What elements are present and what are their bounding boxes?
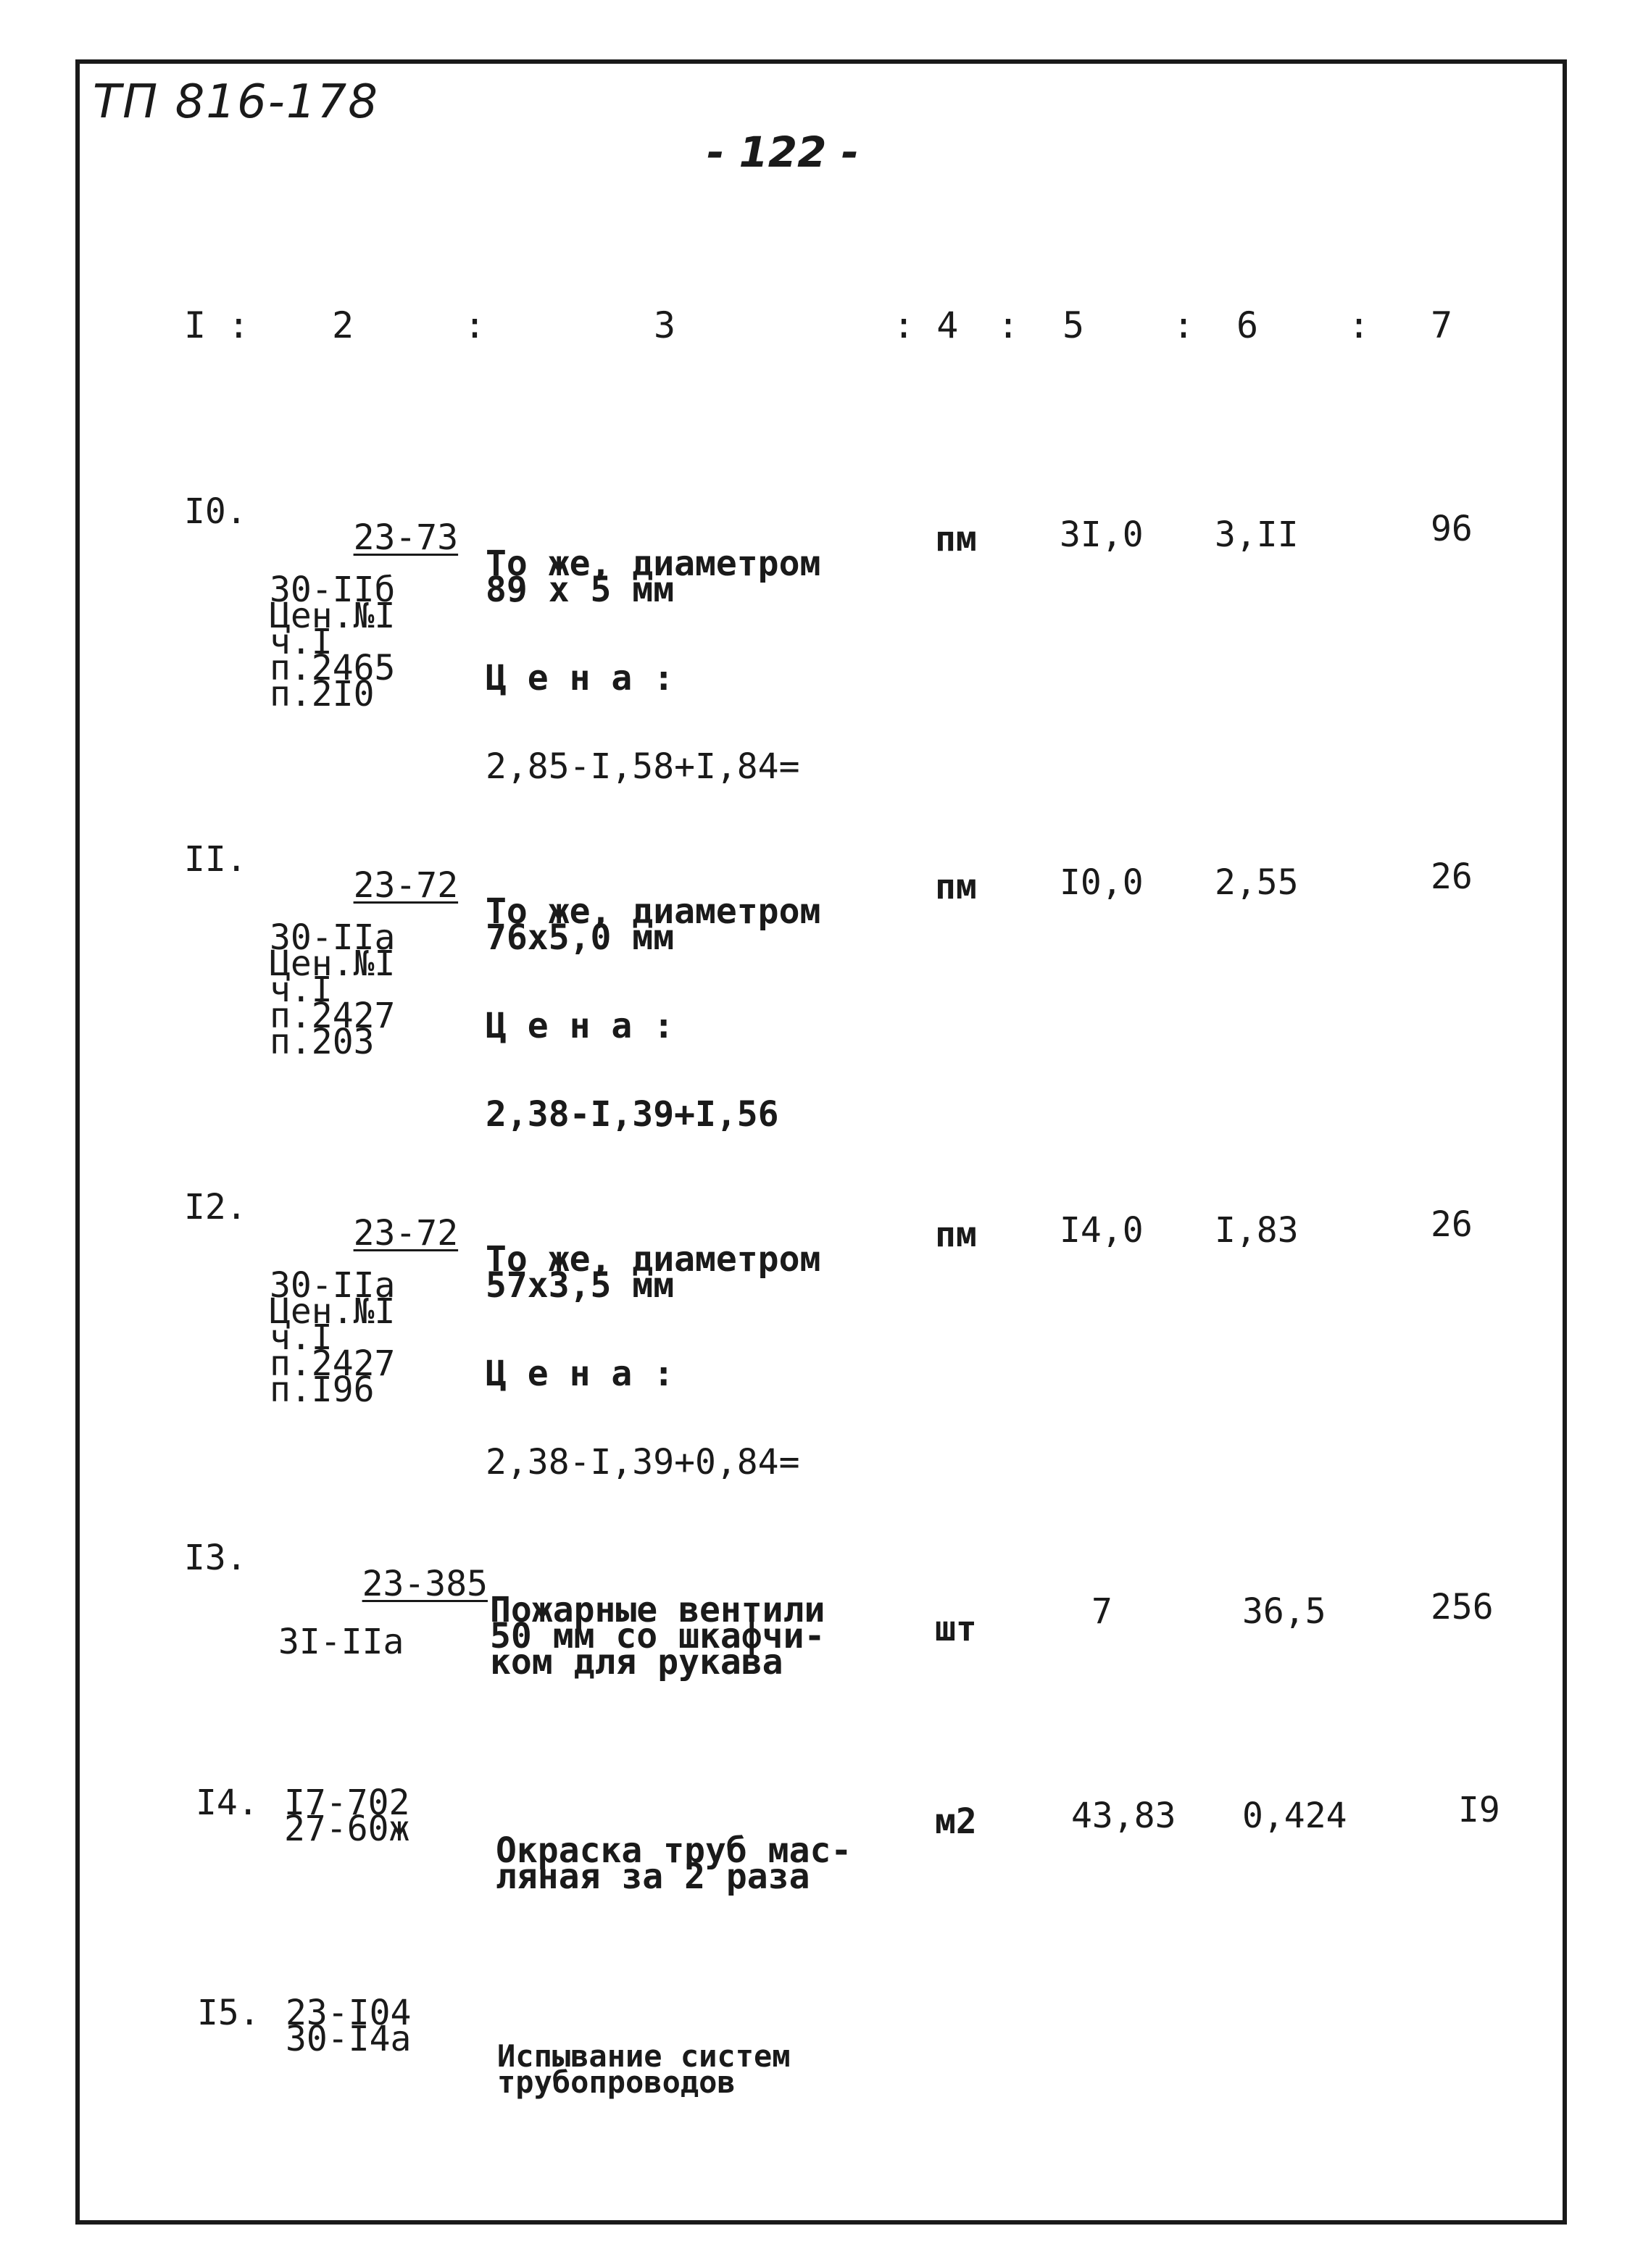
column-header-separator: : [1348, 304, 1370, 346]
column-header-separator: : [464, 304, 486, 346]
price-formula: 2,38-I,39+I,56 [486, 1094, 779, 1135]
row-quantity: 7 [1091, 1591, 1112, 1632]
row-quantity: I0,0 [1060, 862, 1144, 903]
row-total: 26 [1431, 856, 1473, 897]
row-price: I,83 [1215, 1210, 1299, 1251]
reference-details: 30-IIa Цен.№I ч.I п.2427 п.I96 [270, 1265, 396, 1410]
reference-code: 23-72 [353, 865, 459, 906]
description-title: Окраска труб мас- ляная за 2 раза [496, 1830, 852, 1897]
column-header-6: 6 [1236, 304, 1259, 346]
row-unit: м2 [935, 1801, 977, 1842]
row-description [486, 499, 820, 832]
reference-code: 23-72 [353, 1213, 459, 1254]
column-header-4: : 4 [893, 304, 959, 346]
row-total: 256 [1431, 1587, 1494, 1627]
row-reference: 23-I04 30-I4a [286, 1993, 412, 2059]
description-title: То же, диаметром 76х5,0 мм [486, 891, 821, 958]
description-title: Пожарные вентили 50 мм со шкафчи- ком для рукава [490, 1590, 825, 1683]
reference-code: 23-73 [353, 517, 459, 558]
row-description [490, 1545, 825, 1727]
column-header-7: 7 [1431, 304, 1453, 346]
price-formula: 2,38-I,39+0,84= [486, 1442, 800, 1483]
description-title: Испывание систем трубопроводов [497, 2038, 791, 2100]
row-number: I0. [184, 491, 247, 532]
column-header-separator: : [1173, 304, 1195, 346]
column-header-2: 2 [332, 304, 354, 346]
description-title: То же, диаметром 89 х 5 мм [486, 543, 821, 610]
row-total: I9 [1458, 1790, 1500, 1830]
reference-details: 30-IIa Цен.№I ч.I п.2427 п.203 [270, 917, 396, 1062]
document-code: ТП 816-178 [93, 75, 379, 129]
reference-details: 30-IIб Цен.№I ч.I п.2465 п.2I0 [270, 570, 396, 714]
row-unit: пм [935, 519, 977, 559]
reference-details: 3I-IIa [278, 1622, 404, 1662]
column-header-separator: : [997, 304, 1020, 346]
row-reference [278, 1545, 488, 1707]
price-label: Ц е н а : [486, 1006, 675, 1046]
row-description [496, 1785, 852, 1942]
row-quantity: 43,83 [1071, 1796, 1176, 1836]
row-price: 3,II [1215, 514, 1299, 555]
page-number: - 122 - [707, 128, 859, 177]
row-reference [270, 499, 458, 759]
row-number: I3. [184, 1538, 247, 1578]
row-number: I2. [184, 1187, 247, 1227]
row-number: I5. [197, 1993, 260, 2033]
row-quantity: I4,0 [1060, 1210, 1144, 1251]
price-label: Ц е н а : [486, 658, 675, 699]
row-unit: шт [935, 1609, 977, 1649]
row-unit: пм [935, 867, 977, 907]
row-number: II. [184, 839, 247, 880]
row-total: 96 [1431, 509, 1473, 549]
row-description [486, 1194, 820, 1527]
row-reference [270, 846, 458, 1107]
column-header-5: 5 [1062, 304, 1085, 346]
row-reference [270, 1194, 458, 1455]
row-reference: I7-702 27-60ж [284, 1783, 410, 1849]
description-title: То же, диаметром 57х3,5 мм [486, 1239, 821, 1306]
row-number: I4. [196, 1783, 259, 1823]
row-total: 26 [1431, 1204, 1473, 1245]
row-price: 2,55 [1215, 862, 1299, 903]
row-description [497, 1991, 791, 2148]
price-formula: 2,85-I,58+I,84= [486, 746, 800, 787]
row-price: 36,5 [1242, 1591, 1326, 1632]
row-price: 0,424 [1242, 1796, 1347, 1836]
row-unit: пм [935, 1214, 977, 1255]
column-header-1: I : [184, 304, 250, 346]
price-label: Ц е н а : [486, 1354, 675, 1394]
row-quantity: 3I,0 [1060, 514, 1144, 555]
row-description [486, 846, 820, 1180]
column-header-3: 3 [654, 304, 676, 346]
reference-code: 23-385 [362, 1564, 488, 1604]
